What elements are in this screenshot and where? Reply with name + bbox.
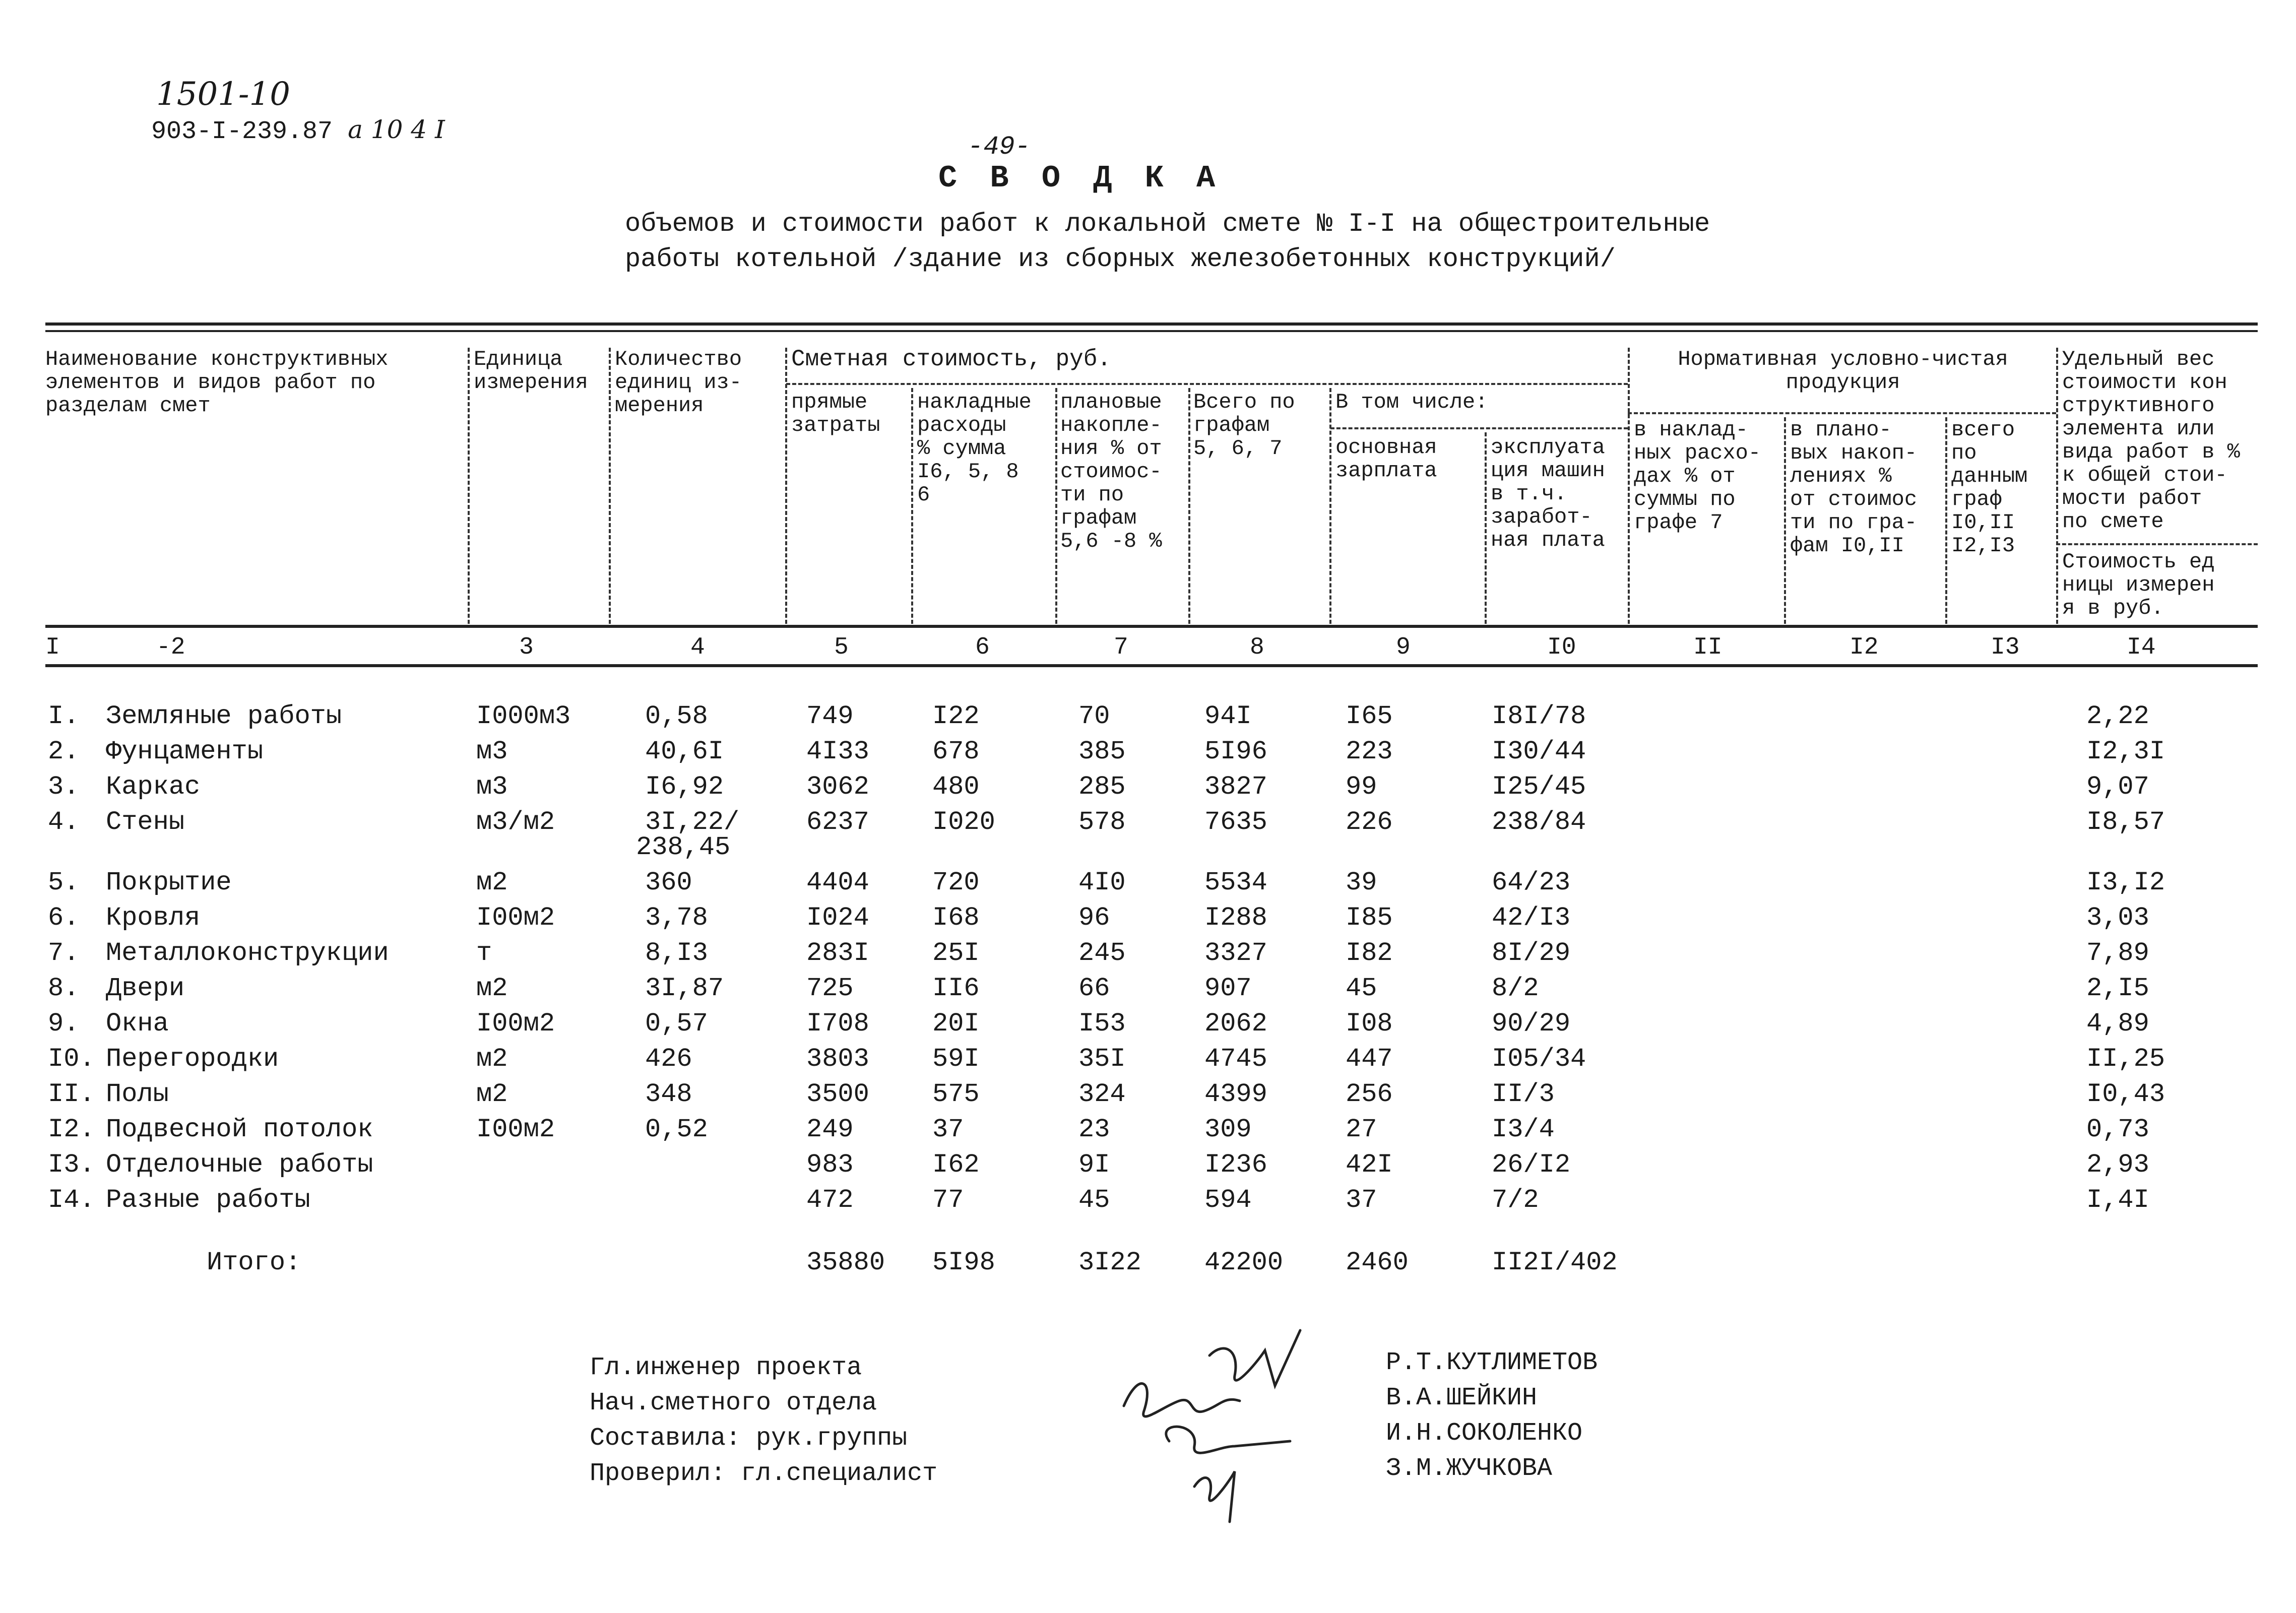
row-direct: 249 [806, 1115, 854, 1144]
row-share: 2,I5 [2086, 974, 2149, 1003]
row-name: Фунцаменты [106, 737, 264, 766]
row-machine: 64/23 [1492, 868, 1571, 897]
row-wage: I65 [1346, 701, 1393, 731]
row-share: 3,03 [2086, 903, 2149, 933]
row-planned: 35I [1078, 1044, 1126, 1074]
col-number: I4 [2127, 634, 2156, 661]
col-number: -2 [156, 634, 185, 661]
row-qty: 426 [645, 1044, 692, 1074]
signature-role: Гл.инженер проекта [590, 1353, 862, 1382]
row-direct: I024 [806, 903, 869, 933]
row-machine: I8I/78 [1492, 701, 1586, 731]
header-unit-cost: Стоимость ед ницы измерен я в руб. [2062, 550, 2215, 620]
row-total: 907 [1204, 974, 1252, 1003]
row-share: II,25 [2086, 1044, 2165, 1074]
row-number: 4. [48, 807, 80, 837]
row-qty-second-line: 238,45 [636, 832, 731, 862]
row-overhead: II6 [932, 974, 980, 1003]
row-number: I. [48, 701, 80, 731]
header-norm-planned: в плано- вых накоп- лениях % от стоимос ти по гра- фам I0,II [1790, 418, 1918, 558]
row-total: 3327 [1204, 938, 1267, 968]
row-total: 94I [1204, 701, 1252, 731]
row-qty: 3,78 [645, 903, 708, 933]
signature-name: Р.Т.КУТЛИМЕТОВ [1386, 1348, 1598, 1377]
row-direct: 3803 [806, 1044, 869, 1074]
col-divider [1628, 348, 1630, 624]
row-planned: 578 [1078, 807, 1126, 837]
row-planned: 285 [1078, 772, 1126, 802]
row-name: Земляные работы [106, 701, 342, 731]
row-overhead: 720 [932, 868, 980, 897]
row-number: 5. [48, 868, 80, 897]
col-number: I0 [1547, 634, 1576, 661]
row-machine: 90/29 [1492, 1009, 1571, 1039]
row-name: Разные работы [106, 1185, 310, 1215]
row-wage: 256 [1346, 1079, 1393, 1109]
signature-stroke [1124, 1384, 1240, 1416]
row-unit: I000м3 [476, 701, 571, 731]
row-planned: 96 [1078, 903, 1110, 933]
row-unit: м3 [476, 772, 508, 802]
header-name: Наименование конструктивных элементов и видов работ по разделам смет [45, 347, 389, 418]
row-name: Окна [106, 1009, 169, 1039]
row-total: 5I96 [1204, 737, 1267, 766]
row-wage: 447 [1346, 1044, 1393, 1074]
row-overhead: 77 [932, 1185, 964, 1215]
col-number: 7 [1114, 634, 1128, 661]
row-planned: 9I [1078, 1150, 1110, 1180]
row-share: I3,I2 [2086, 868, 2165, 897]
col-divider [2056, 348, 2058, 624]
row-wage: 37 [1346, 1185, 1377, 1215]
total-label: Итого: [207, 1248, 301, 1277]
estimate-subheader-rule [786, 383, 1628, 385]
row-wage: 99 [1346, 772, 1377, 802]
row-wage: 42I [1346, 1150, 1393, 1180]
row-share: 4,89 [2086, 1009, 2149, 1039]
row-name: Металлоконструкции [106, 938, 389, 968]
row-wage: I08 [1346, 1009, 1393, 1039]
col-number: I3 [1991, 634, 2020, 661]
col-divider [1784, 417, 1786, 624]
header-bottom-rule [45, 625, 2258, 628]
row-direct: 6237 [806, 807, 869, 837]
handwritten-note: 1501-10 [156, 76, 290, 113]
row-direct: 4I33 [806, 737, 869, 766]
row-overhead: 678 [932, 737, 980, 766]
row-name: Полы [106, 1079, 169, 1109]
row-name: Стены [106, 807, 185, 837]
row-share: I,4I [2086, 1185, 2149, 1215]
total-overhead: 5I98 [932, 1248, 995, 1277]
header-planned: плановые накопле- ния % от стоимос- ти по графам 5,6 -8 % [1060, 390, 1162, 553]
col-number: II [1693, 634, 1723, 661]
row-number: 9. [48, 1009, 80, 1039]
header-total: Всего по графам 5, 6, 7 [1193, 390, 1295, 461]
row-direct: 3062 [806, 772, 869, 802]
header-norm-total: всего по данным граф I0,II I2,I3 [1951, 418, 2028, 558]
col-number: 6 [975, 634, 990, 661]
row-machine: I25/45 [1492, 772, 1586, 802]
row-overhead: I22 [932, 701, 980, 731]
header-specific: Удельный вес стоимости кон структивного элемента или вида работ в % к общей стои- мости работ по смете [2062, 347, 2240, 534]
row-share: 2,22 [2086, 701, 2149, 731]
row-qty: 3I,22/ [645, 807, 740, 837]
header-machine: эксплуата ция машин в т.ч. заработ- ная плата [1491, 435, 1605, 552]
incl-subheader-rule [1330, 427, 1628, 429]
row-total: 5534 [1204, 868, 1267, 897]
row-total: 309 [1204, 1115, 1252, 1144]
row-share: I8,57 [2086, 807, 2165, 837]
row-wage: 45 [1346, 974, 1377, 1003]
specific-subheader-rule [2056, 543, 2258, 545]
row-name: Отделочные работы [106, 1150, 373, 1180]
row-overhead: 59I [932, 1044, 980, 1074]
col-divider [1188, 388, 1190, 624]
row-qty: 40,6I [645, 737, 724, 766]
row-machine: 7/2 [1492, 1185, 1539, 1215]
row-unit: I00м2 [476, 903, 555, 933]
doc-reference-code: 903-I-239.87 [151, 117, 333, 146]
total-planned: 3I22 [1078, 1248, 1141, 1277]
row-overhead: I020 [932, 807, 995, 837]
signature-stroke [1209, 1330, 1300, 1386]
handwritten-signatures [1109, 1320, 1351, 1532]
row-machine: I30/44 [1492, 737, 1586, 766]
col-divider [1485, 432, 1487, 624]
subtitle-line-1: объемов и стоимости работ к локальной смете № I-I на общестроительные [625, 209, 1710, 239]
row-share: 0,73 [2086, 1115, 2149, 1144]
row-qty: 8,I3 [645, 938, 708, 968]
row-name: Покрытие [106, 868, 232, 897]
signature-stroke [1166, 1427, 1290, 1453]
row-machine: I3/4 [1492, 1115, 1555, 1144]
row-unit: м3 [476, 737, 508, 766]
header-wage: основная зарплата [1335, 435, 1437, 483]
row-number: II. [48, 1079, 95, 1109]
row-machine: 42/I3 [1492, 903, 1571, 933]
total-sum: 42200 [1204, 1248, 1284, 1277]
row-share: 7,89 [2086, 938, 2149, 968]
row-planned: 385 [1078, 737, 1126, 766]
row-wage: 27 [1346, 1115, 1377, 1144]
signature-name: И.Н.СОКОЛЕНКО [1386, 1419, 1583, 1448]
row-direct: 3500 [806, 1079, 869, 1109]
row-total: 4745 [1204, 1044, 1267, 1074]
col-divider [468, 348, 470, 624]
header-qty: Количество единиц из- мерения [615, 347, 742, 418]
row-total: 594 [1204, 1185, 1252, 1215]
row-direct: 283I [806, 938, 869, 968]
header-unit: Единица измерения [474, 347, 588, 395]
row-machine: II/3 [1492, 1079, 1555, 1109]
row-planned: 23 [1078, 1115, 1110, 1144]
row-planned: 245 [1078, 938, 1126, 968]
col-divider [785, 348, 787, 624]
colnum-bottom-rule [45, 664, 2258, 667]
row-overhead: 575 [932, 1079, 980, 1109]
header-incl: В том числе: [1335, 390, 1488, 414]
row-number: 3. [48, 772, 80, 802]
row-number: 8. [48, 974, 80, 1003]
signature-name: З.М.ЖУЧКОВА [1386, 1454, 1553, 1483]
row-unit: м2 [476, 1079, 508, 1109]
row-machine: 26/I2 [1492, 1150, 1571, 1180]
header-estimate: Сметная стоимость, руб. [791, 346, 1111, 372]
row-number: 7. [48, 938, 80, 968]
row-unit: м3/м2 [476, 807, 555, 837]
row-unit: м2 [476, 1044, 508, 1074]
col-divider [1329, 388, 1331, 624]
row-wage: I82 [1346, 938, 1393, 968]
row-direct: 983 [806, 1150, 854, 1180]
row-machine: 8/2 [1492, 974, 1539, 1003]
row-number: I0. [48, 1044, 95, 1074]
row-unit: м2 [476, 974, 508, 1003]
row-planned: 4I0 [1078, 868, 1126, 897]
col-divider [1055, 388, 1057, 624]
row-number: 2. [48, 737, 80, 766]
row-number: I3. [48, 1150, 95, 1180]
row-total: I288 [1204, 903, 1267, 933]
row-direct: 4404 [806, 868, 869, 897]
row-name: Подвесной потолок [106, 1115, 373, 1144]
col-number: 9 [1396, 634, 1411, 661]
row-planned: 324 [1078, 1079, 1126, 1109]
row-name: Перегородки [106, 1044, 279, 1074]
row-qty: 348 [645, 1079, 692, 1109]
row-planned: 66 [1078, 974, 1110, 1003]
row-unit: м2 [476, 868, 508, 897]
row-unit: т [476, 938, 492, 968]
header-norm-overhead: в наклад- ных расхо- дах % от суммы по графе 7 [1634, 418, 1761, 535]
row-planned: 70 [1078, 701, 1110, 731]
row-number: 6. [48, 903, 80, 933]
row-unit: I00м2 [476, 1115, 555, 1144]
col-divider [1945, 417, 1947, 624]
row-wage: I85 [1346, 903, 1393, 933]
header-direct: прямые затраты [791, 390, 880, 437]
row-unit: I00м2 [476, 1009, 555, 1039]
row-wage: 223 [1346, 737, 1393, 766]
signature-roles [590, 1350, 937, 1492]
col-number: 5 [834, 634, 849, 661]
row-direct: 725 [806, 974, 854, 1003]
row-wage: 39 [1346, 868, 1377, 897]
row-share: 2,93 [2086, 1150, 2149, 1180]
col-number: 4 [690, 634, 705, 661]
row-qty: 0,57 [645, 1009, 708, 1039]
row-name: Кровля [106, 903, 201, 933]
col-number: I [45, 634, 60, 661]
row-total: I236 [1204, 1150, 1267, 1180]
row-overhead: 480 [932, 772, 980, 802]
header-normative: Нормативная условно-чистая продукция [1678, 347, 2008, 395]
row-machine: 8I/29 [1492, 938, 1571, 968]
col-number: 3 [519, 634, 534, 661]
row-overhead: I62 [932, 1150, 980, 1180]
total-direct: 35880 [806, 1248, 885, 1277]
row-qty: 360 [645, 868, 692, 897]
row-number: I2. [48, 1115, 95, 1144]
signature-role: Составила: рук.группы [590, 1424, 908, 1453]
row-share: 9,07 [2086, 772, 2149, 802]
normative-subheader-rule [1628, 412, 2056, 414]
doc-reference-handwritten: a 10 4 I [348, 115, 445, 144]
total-wage: 2460 [1346, 1248, 1409, 1277]
row-total: 4399 [1204, 1079, 1267, 1109]
row-name: Двери [106, 974, 185, 1003]
header-overhead: накладные расходы % сумма I6, 5, 8 6 [917, 390, 1032, 507]
col-number: I2 [1849, 634, 1879, 661]
subtitle-line-2: работы котельной /здание из сборных железобетонных конструкций/ [625, 244, 1616, 274]
row-overhead: 37 [932, 1115, 964, 1144]
row-qty: 3I,87 [645, 974, 724, 1003]
row-number: I4. [48, 1185, 95, 1215]
signature-name: В.А.ШЕЙКИН [1386, 1384, 1538, 1412]
row-qty: I6,92 [645, 772, 724, 802]
row-planned: 45 [1078, 1185, 1110, 1215]
row-direct: 749 [806, 701, 854, 731]
row-direct: 472 [806, 1185, 854, 1215]
row-direct: I708 [806, 1009, 869, 1039]
page-title: С В О Д К А [938, 160, 1223, 196]
row-share: I0,43 [2086, 1079, 2165, 1109]
row-qty: 0,52 [645, 1115, 708, 1144]
total-machine: II2I/402 [1492, 1248, 1618, 1277]
row-share: I2,3I [2086, 737, 2165, 766]
table-top-rule-2 [45, 330, 2258, 332]
col-number: 8 [1250, 634, 1264, 661]
row-name: Каркас [106, 772, 201, 802]
row-total: 7635 [1204, 807, 1267, 837]
row-overhead: 25I [932, 938, 980, 968]
document-reference [151, 115, 445, 146]
row-overhead: I68 [932, 903, 980, 933]
table-top-rule [45, 322, 2258, 326]
page-number: -49- [968, 132, 1031, 162]
signature-names [1386, 1345, 1598, 1487]
row-total: 3827 [1204, 772, 1267, 802]
row-wage: 226 [1346, 807, 1393, 837]
row-overhead: 20I [932, 1009, 980, 1039]
col-divider [609, 348, 611, 624]
row-planned: I53 [1078, 1009, 1126, 1039]
row-qty: 0,58 [645, 701, 708, 731]
signature-role: Проверил: гл.специалист [590, 1459, 938, 1488]
col-divider [911, 388, 913, 624]
signature-role: Нач.сметного отдела [590, 1389, 877, 1417]
row-machine: I05/34 [1492, 1044, 1586, 1074]
row-machine: 238/84 [1492, 807, 1586, 837]
row-total: 2062 [1204, 1009, 1267, 1039]
signature-stroke [1194, 1471, 1235, 1522]
